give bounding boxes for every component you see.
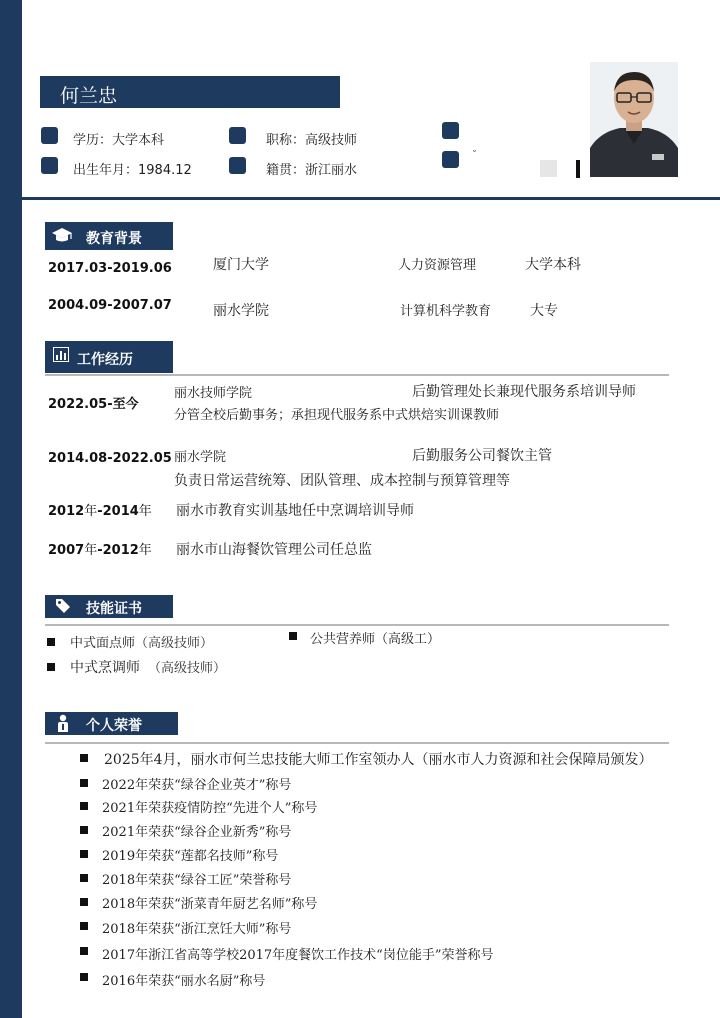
left-sidebar-stripe bbox=[0, 0, 22, 1018]
skill-name: 公共营养师 bbox=[310, 632, 376, 647]
year-end: 2014 bbox=[102, 504, 139, 519]
info-marker bbox=[229, 127, 246, 144]
honors-divider bbox=[45, 742, 669, 744]
skill-item bbox=[310, 628, 440, 647]
info-marker bbox=[442, 122, 459, 139]
bullet bbox=[80, 922, 88, 930]
edu-period: 2004.09-2007.07 bbox=[48, 298, 172, 313]
year-end: 2012 bbox=[102, 543, 139, 558]
education-level: 学历：大学本科 bbox=[73, 133, 165, 148]
work-divider bbox=[45, 374, 669, 376]
info-marker bbox=[229, 157, 246, 174]
bullet bbox=[80, 826, 88, 834]
honor-item: 2019年荣获“莲都名技师”称号 bbox=[102, 849, 279, 864]
placeholder-box bbox=[540, 160, 557, 177]
bar-chart-icon bbox=[53, 347, 69, 362]
education-heading: 教育背景 bbox=[86, 231, 142, 247]
bullet bbox=[80, 947, 88, 955]
skill-level: （高级工） bbox=[375, 632, 441, 647]
stray-mark: ˘ bbox=[472, 150, 477, 161]
bullet bbox=[80, 850, 88, 858]
work-desc: 丽水市教育实训基地任中烹调培训导师 bbox=[176, 503, 414, 519]
honors-heading: 个人荣誉 bbox=[86, 718, 142, 734]
edu-degree: 大专 bbox=[530, 303, 558, 319]
work-role: 后勤服务公司餐饮主管 bbox=[412, 448, 552, 464]
work-role: 后勤管理处长兼现代服务系培训导师 bbox=[412, 384, 636, 400]
year-unit: 年 bbox=[138, 504, 152, 519]
year-unit: 年 bbox=[84, 543, 98, 558]
header-divider bbox=[22, 197, 720, 200]
work-org: 丽水学院 bbox=[174, 450, 227, 465]
native-place: 籍贯：浙江丽水 bbox=[266, 163, 358, 178]
bullet bbox=[47, 663, 55, 671]
honor-item: 2022年荣获“绿谷企业英才”称号 bbox=[102, 778, 292, 793]
birth-date: 出生年月：1984.12 bbox=[73, 163, 192, 178]
bullet bbox=[47, 638, 55, 646]
bullet bbox=[80, 779, 88, 787]
skills-heading: 技能证书 bbox=[86, 601, 142, 617]
info-marker bbox=[442, 151, 459, 168]
work-desc: 分管全校后勤事务；承担现代服务系中式烘焙实训课教师 bbox=[174, 408, 500, 423]
honor-item: 2021年荣获“绿谷企业新秀”称号 bbox=[102, 825, 292, 840]
honor-item: 2017年浙江省高等学校2017年度餐饮工作技术“岗位能手”荣誉称号 bbox=[102, 948, 494, 963]
bullet bbox=[80, 973, 88, 981]
work-heading: 工作经历 bbox=[77, 352, 133, 368]
skill-item bbox=[70, 632, 213, 651]
work-desc: 负责日常运营统筹、团队管理、成本控制与预算管理等 bbox=[174, 473, 510, 489]
work-period bbox=[48, 539, 152, 558]
honor-item: 2018年荣获“绿谷工匠”荣誉称号 bbox=[102, 873, 292, 888]
work-desc: 丽水市山海餐饮管理公司任总监 bbox=[176, 542, 372, 558]
tag-icon bbox=[55, 597, 71, 614]
work-org: 丽水技师学院 bbox=[174, 386, 253, 401]
profile-photo bbox=[590, 62, 678, 177]
skill-level: （高级技师） bbox=[135, 636, 214, 651]
edu-school: 丽水学院 bbox=[213, 303, 269, 319]
graduation-cap-icon bbox=[51, 227, 73, 245]
bullet bbox=[80, 898, 88, 906]
professional-title: 职称：高级技师 bbox=[266, 133, 358, 148]
person-icon bbox=[57, 714, 69, 732]
work-period: 2022.05-至今 bbox=[48, 397, 139, 412]
honor-item: 2018年荣获“浙菜青年厨艺名师”称号 bbox=[102, 897, 318, 912]
honor-item: 2021年荣获疫情防控“先进个人”称号 bbox=[102, 801, 318, 816]
info-marker bbox=[41, 157, 58, 174]
skill-name: 中式面点师 bbox=[70, 636, 136, 651]
bullet bbox=[80, 802, 88, 810]
year-sep: - bbox=[97, 504, 103, 519]
edu-major: 计算机科学教育 bbox=[400, 304, 492, 319]
stray-tick bbox=[576, 160, 580, 178]
honor-item: 2016年荣获“丽水名厨”称号 bbox=[102, 974, 266, 989]
year-sep: - bbox=[97, 543, 103, 558]
edu-degree: 大学本科 bbox=[525, 257, 581, 273]
info-marker bbox=[41, 127, 58, 144]
edu-school: 厦门大学 bbox=[213, 257, 269, 273]
honor-item: 2018年荣获“浙江烹饪大师”称号 bbox=[102, 922, 292, 937]
bullet bbox=[80, 754, 88, 762]
year-start: 2012 bbox=[48, 504, 85, 519]
year-unit: 年 bbox=[138, 543, 152, 558]
year-unit: 年 bbox=[84, 504, 98, 519]
honor-item: 2025年4月，丽水市何兰忠技能大师工作室领办人（丽水市人力资源和社会保障局颁发） bbox=[104, 752, 653, 768]
work-period bbox=[48, 500, 152, 519]
bullet bbox=[80, 874, 88, 882]
edu-major: 人力资源管理 bbox=[398, 258, 477, 273]
bullet bbox=[289, 632, 297, 640]
year-start: 2007 bbox=[48, 543, 85, 558]
work-period: 2014.08-2022.05 bbox=[48, 451, 172, 466]
skill-item bbox=[70, 657, 226, 677]
edu-period: 2017.03-2019.06 bbox=[48, 261, 172, 276]
skill-level: （高级技师） bbox=[148, 661, 227, 676]
skill-name: 中式烹调师 bbox=[70, 660, 140, 676]
skills-divider bbox=[45, 624, 669, 626]
candidate-name: 何兰忠 bbox=[60, 85, 118, 107]
